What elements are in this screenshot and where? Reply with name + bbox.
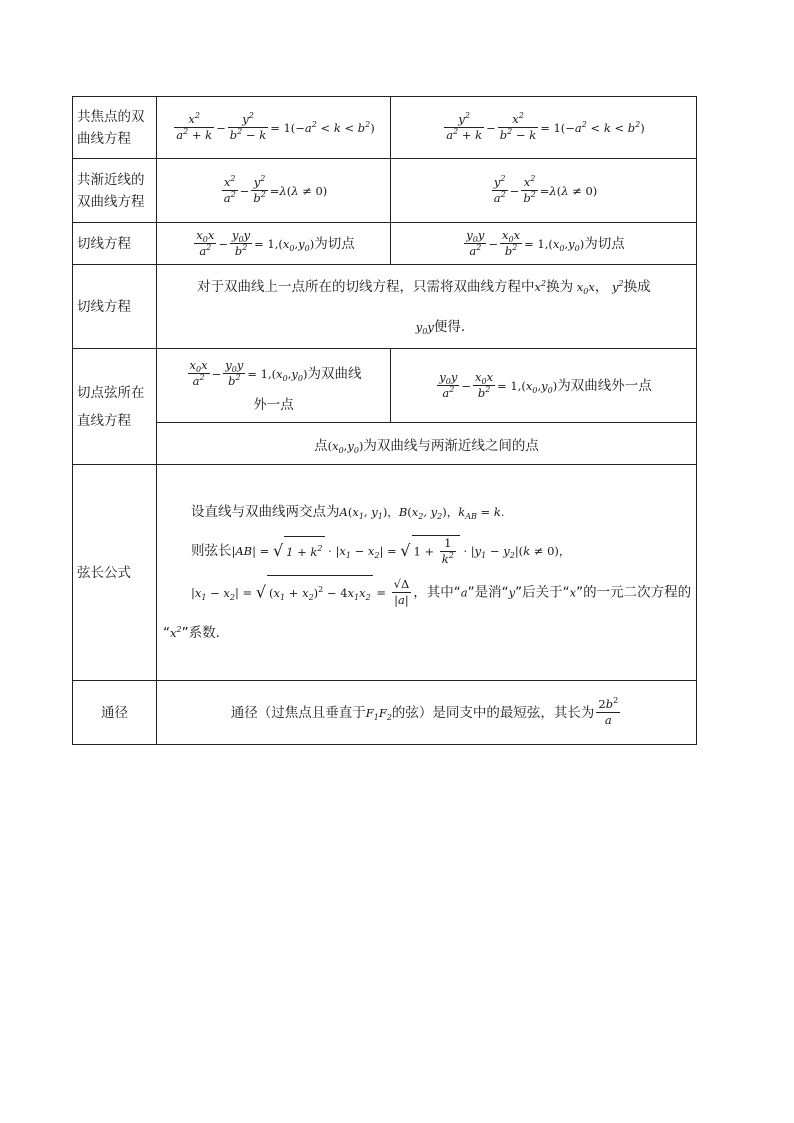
formula-confocal-x: $\frac{x^2}{a^2 + k}$ − $\frac{y^2}{b^2 - k}$ = $1(-a^2 < k < b^2)$ [157,97,391,159]
formula-asymptote-y: $\frac{y^2}{a^2}$ − $\frac{x^2}{b^2}$ =λ(λ ≠ 0) [391,159,697,223]
row-tangent-note [73,265,697,349]
tangent-note: 对于双曲线上一点所在的切线方程，只需将双曲线方程中$x^2$换为 $x_0x$， $y^2$换成 $y_0y$便得. [157,265,697,349]
formula-chord-y: $\frac{y_0y}{a^2}$ − $\frac{x_0x}{b^2}$ = $1,(x_0,y_0)$为双曲线外一点 [391,349,697,423]
chord-point-note: 点$(x_0,y_0)$为双曲线与两渐近线之间的点 [157,423,697,465]
row-chord-of-contact [73,349,697,423]
formula-tangent-y: $\frac{y_0y}{a^2}$ − $\frac{x_0x}{b^2}$ = $1,(x_0,y_0)$为切点 [391,223,697,265]
formula-tangent-x: $\frac{x_0x}{a^2}$ − $\frac{y_0y}{b^2}$ = $1,(x_0,y_0)$为切点 [157,223,391,265]
row-common-asymptote [73,159,697,223]
label-chord-length: 弦长公式 [73,465,157,681]
row-confocal [73,97,697,159]
label-confocal: 共焦点的双 曲线方程 [73,97,157,159]
label-latus-rectum: 通径 [73,681,157,745]
formula-asymptote-x: $\frac{x^2}{a^2}$ − $\frac{y^2}{b^2}$ =λ(λ ≠ 0) [157,159,391,223]
row-tangent [73,223,697,265]
label-tangent: 切线方程 [73,223,157,265]
row-chord-length [73,465,697,681]
row-latus-rectum [73,681,697,745]
latus-rectum-content: 通径（过焦点且垂直于$F_1F_2$的弦）是同支中的最短弦，其长为 $\frac{2b^2}{a}$ [157,681,697,745]
label-common-asymptote: 共渐近线的 双曲线方程 [73,159,157,223]
label-tangent-2: 切线方程 [73,265,157,349]
chord-length-content: 设直线与双曲线两交点为$A(x_1$, $y_1$)，$B(x_2$, $y_2$)，$k_{AB} = k$. 则弦长|AB| = √ $1 + k^2 \cdot |x_1 - x_2|$ = √ 1 + $\frac{1}{k^2}$ · $|y_1 - y_2|(k \ne 0)$， $|x_1 - x_2|$ = √ $(x_1 + x_2)^2 - 4x_1x_2$ = $\frac{√\Delta}{|a|}$ ，其中“a”是消“y”后关于“x”的一元二次方程的 “$x^2$”系数. [157,465,697,681]
formula-confocal-y: $\frac{y^2}{a^2 + k}$ − $\frac{x^2}{b^2 - k}$ = $1(-a^2 < k < b^2)$ [391,97,697,159]
hyperbola-formula-table [72,96,697,745]
row-chord-note [73,423,697,465]
formula-chord-x: $\frac{x_0x}{a^2}$ − $\frac{y_0y}{b^2}$ = $1,(x_0,y_0)$为双曲线 外一点 [157,349,391,423]
label-chord-of-contact: 切点弦所在 直线方程 [73,349,157,465]
